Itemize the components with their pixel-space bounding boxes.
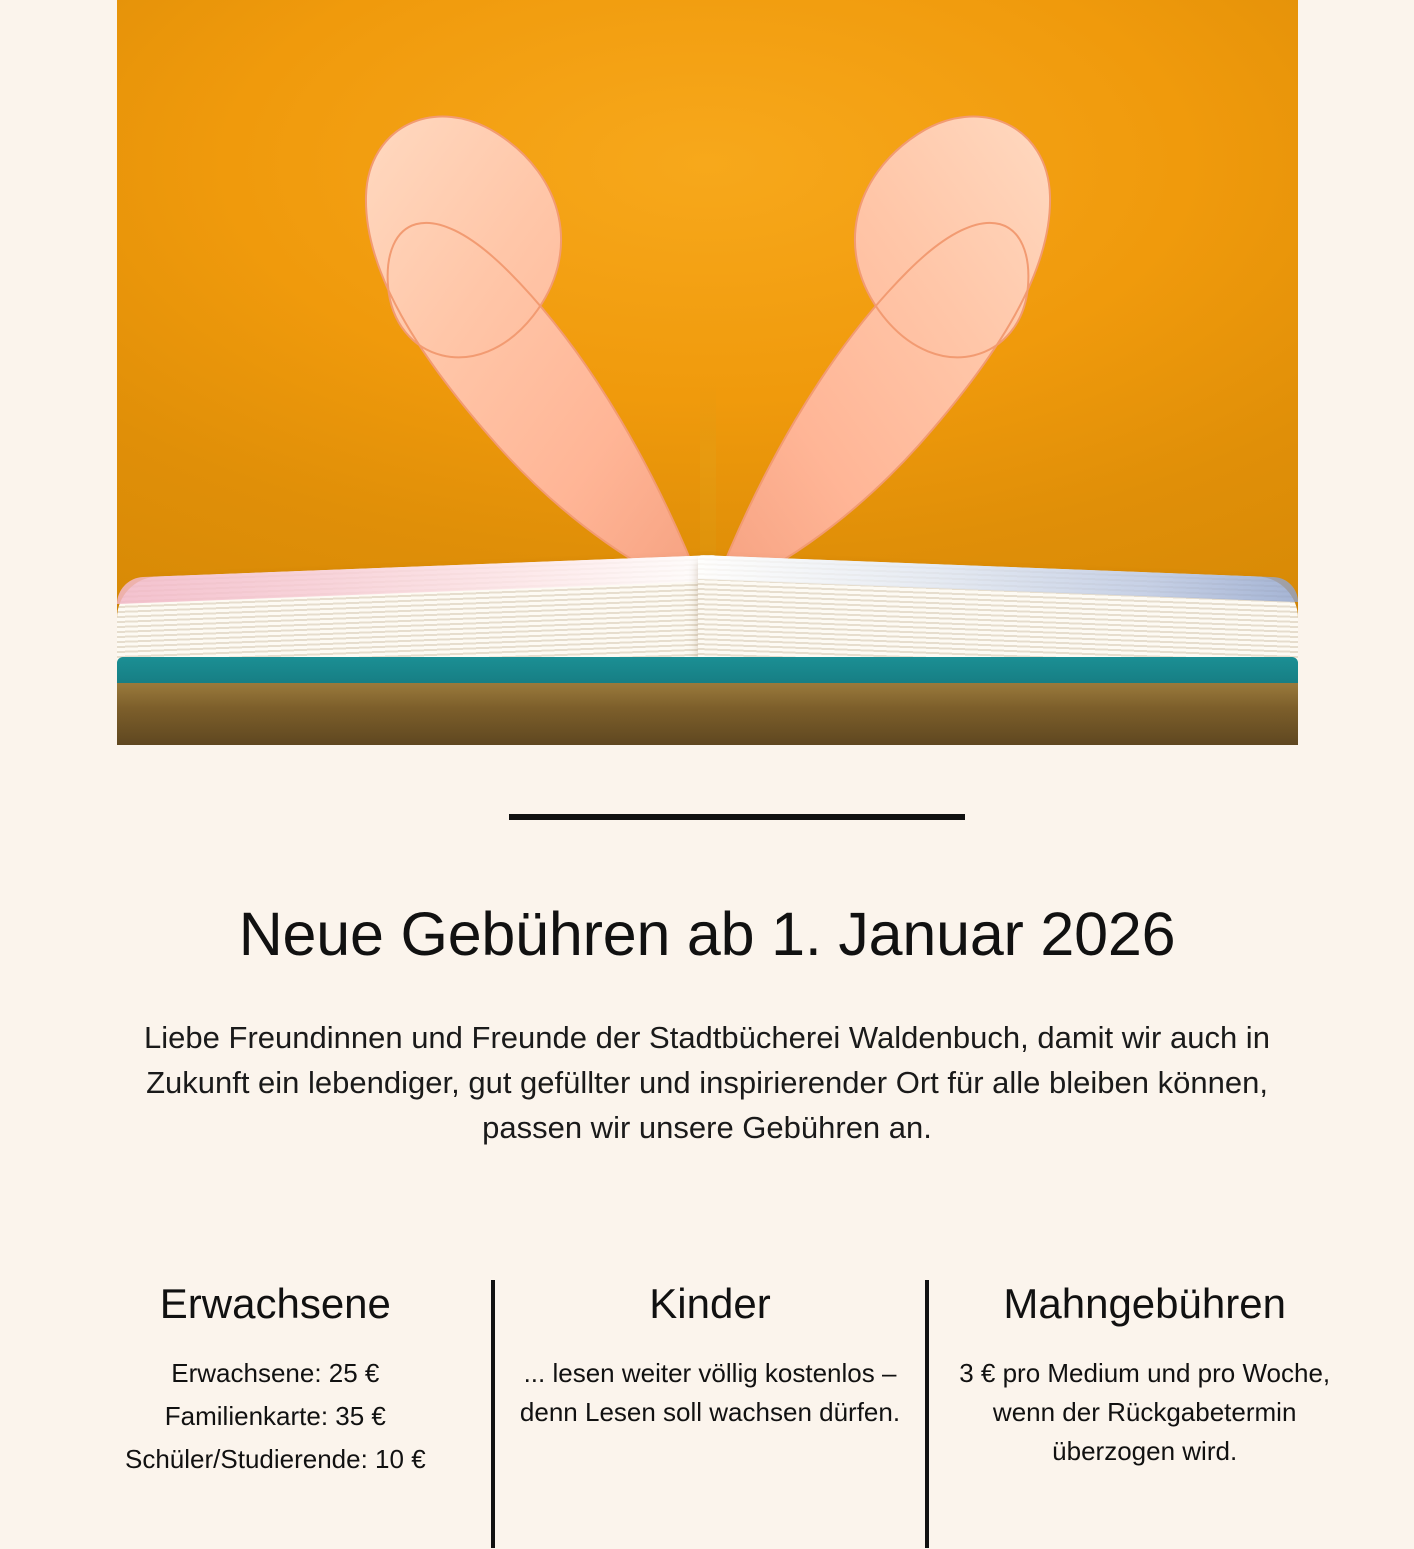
column-kinder (491, 1280, 926, 1548)
fee-line: 3 € pro Medium und pro Woche, wenn der Rückgabetermin überzogen wird. (959, 1358, 1331, 1467)
intro-paragraph: Liebe Freundinnen und Freunde der Stadtbücherei Waldenbuch, damit wir auch in Zukunft ein lebendiger, gut gefüllter und inspirierender Ort für alle bleiben können, passen wir unsere Gebühren an. (144, 1020, 1270, 1145)
column-title: Erwachsene (159, 1280, 391, 1327)
fee-columns (60, 1280, 1360, 1548)
column-body (82, 1354, 469, 1479)
column-body (517, 1354, 904, 1432)
heart-lobe-left (358, 56, 708, 596)
fee-line: ... lesen weiter völlig kostenlos – denn Lesen soll wachsen dürfen. (519, 1358, 901, 1428)
title-divider (509, 814, 965, 820)
column-mahngebuehren (925, 1280, 1360, 1548)
column-body (951, 1354, 1338, 1471)
wooden-shelf (117, 683, 1298, 745)
column-title: Kinder (649, 1280, 771, 1327)
hero-background (117, 0, 1298, 745)
fee-line: Schüler/Studierende: 10 € (125, 1444, 426, 1475)
heart-lobe-right (708, 56, 1058, 596)
page-title: Neue Gebühren ab 1. Januar 2026 (238, 899, 1176, 968)
hero-image (117, 0, 1298, 745)
column-title: Mahngebühren (1003, 1280, 1286, 1327)
column-erwachsene (60, 1280, 491, 1548)
fee-line: Erwachsene: 25 € (171, 1358, 380, 1389)
book-pages-heart-icon (358, 56, 1058, 616)
fee-line: Familienkarte: 35 € (164, 1401, 386, 1432)
